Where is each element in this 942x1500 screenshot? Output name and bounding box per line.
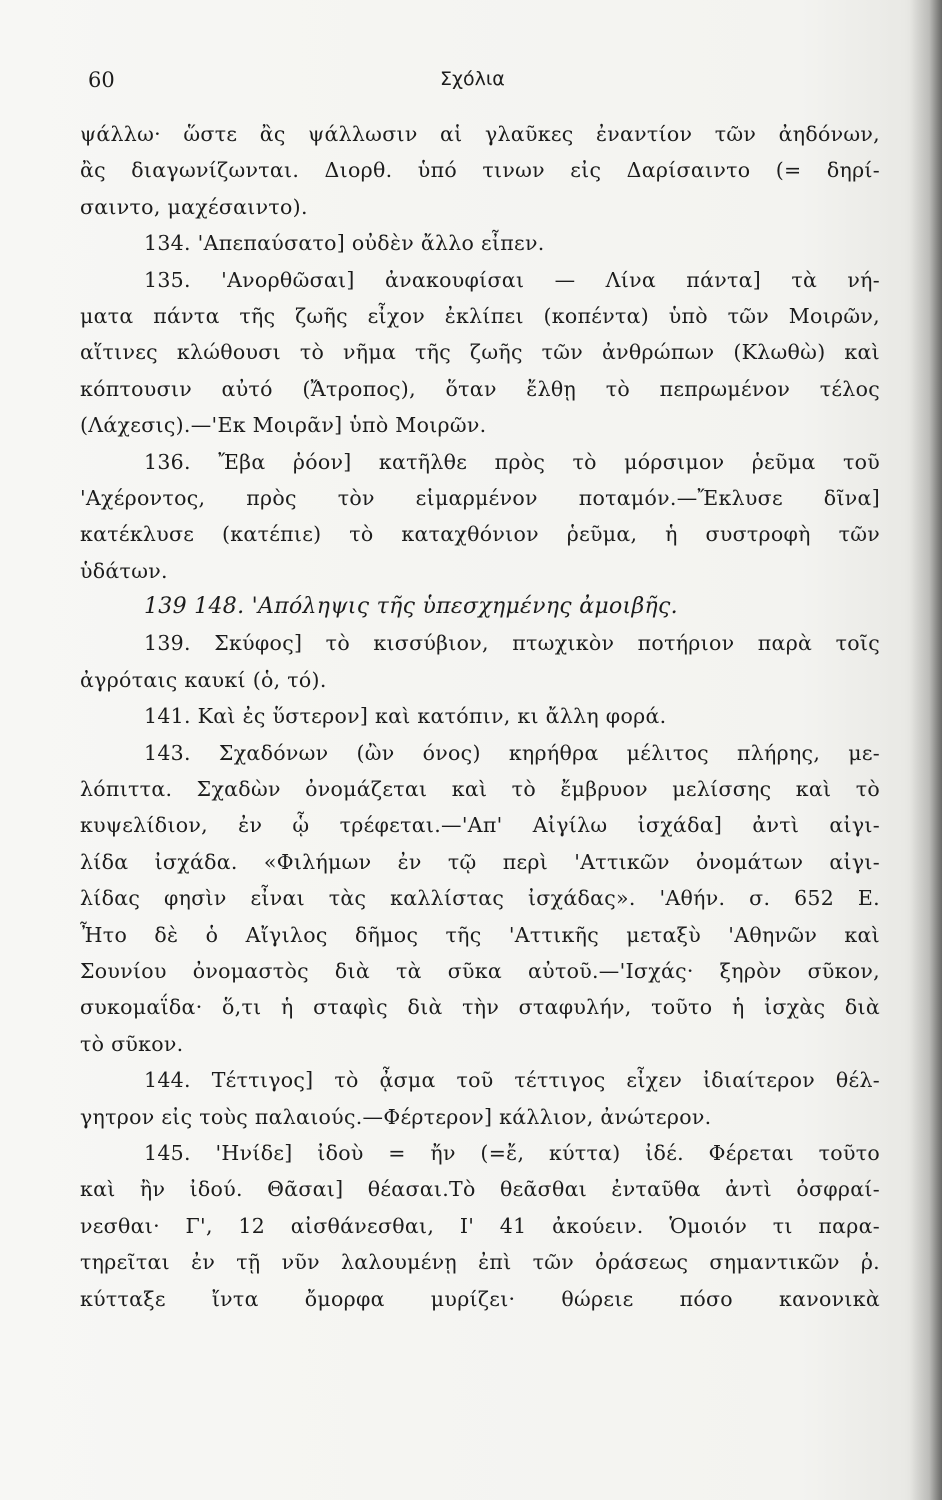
text-line: κατέκλυσε (κατέπιε) τὸ καταχθόνιον ῥεῦμα, ἡ συστροφὴ τῶν	[80, 522, 880, 547]
text-line: τὸ σῦκον.	[80, 1031, 184, 1056]
text-line: καὶ ἢν ἰδού. Θᾶσαι] θέασαι.Τὸ θεᾶσθαι ἐνταῦθα ἀντὶ ὀσφραί-	[80, 1177, 880, 1202]
text-line: 143. Σχαδόνων (ὢν όνος) κηρήθρα μέλιτος πλήρης, με-	[144, 740, 880, 765]
text-line: κυψελίδιον, ἐν ᾧ τρέφεται.—'Απ' Αἰγίλω ἰσχάδα] ἀντὶ αἰγι-	[80, 813, 880, 838]
text-line: 145. 'Ηνίδε] ἰδοὺ = ἤν (=ἔ, κύττα) ἰδέ. Φέρεται τοῦτο	[144, 1140, 880, 1165]
text-line: νεσθαι· Γ', 12 αἰσθάνεσθαι, Ι' 41 ἀκούειν. Ὁμοιόν τι παρα-	[80, 1213, 880, 1238]
text-line: ὑδάτων.	[80, 558, 168, 583]
section-heading: 139 148. 'Απόληψις τῆς ὑπεσχημένης ἀμοιβῆς.	[144, 594, 678, 620]
text-line: ψάλλω· ὥστε ἂς ψάλλωσιν αἱ γλαῦκες ἐναντίον τῶν ἀηδόνων,	[80, 122, 880, 146]
text-line: αἵτινες κλώθουσι τὸ νῆμα τῆς ζωῆς τῶν ἀνθρώπων (Κλωθὼ) καὶ	[80, 340, 880, 365]
text-line: 136. Ἔβα ῥόον] κατῆλθε πρὸς τὸ μόρσιμον ῥεῦμα τοῦ	[144, 449, 880, 474]
text-line: ἂς διαγωνίζωνται. Διορθ. ὑπό τινων εἰς Δαρίσαιντο (= δηρί-	[80, 158, 880, 183]
text-line: 'Αχέροντος, πρὸς τὸν εἱμαρμένον ποταμόν.—Ἔκλυσε δῖνα]	[80, 485, 880, 510]
text-line: συκομαΐδα· ὅ,τι ἡ σταφὶς διὰ τὴν σταφυλήν, τοῦτο ἡ ἰσχὰς διὰ	[80, 995, 880, 1020]
text-line: 144. Τέττιγος] τὸ ᾆσμα τοῦ τέττιγος εἶχεν ἰδιαίτερον θέλ-	[144, 1068, 880, 1093]
commentary-body	[80, 116, 880, 1317]
page-header	[0, 68, 942, 98]
text-line: 141. Καὶ ἐς ὕστερον] καὶ κατόπιν, κι ἄλλη φορά.	[144, 704, 667, 729]
text-line: λίδα ἰσχάδα. «Φιλήμων ἐν τῷ περὶ 'Αττικῶν ὀνομάτων αἰγι-	[80, 849, 880, 874]
text-line: 139. Σκύφος] τὸ κισσύβιον, πτωχικὸν ποτήριον παρὰ τοῖς	[144, 631, 880, 656]
text-line: Ἦτο δὲ ὁ Αἴγιλος δῆμος τῆς 'Αττικῆς μεταξὺ 'Αθηνῶν καὶ	[80, 922, 880, 947]
page-number: 60	[88, 68, 115, 92]
text-line: ματα πάντα τῆς ζωῆς εἶχον ἐκλίπει (κοπέντα) ὑπὸ τῶν Μοιρῶν,	[80, 303, 880, 328]
text-line: σαιντο, μαχέσαιντο).	[80, 194, 308, 219]
running-title: Σχόλια	[440, 68, 505, 90]
text-line: κύτταξε ἴντα ὄμορφα μυρίζει· θώρειε πόσο κανονικὰ	[80, 1286, 880, 1311]
text-line: λίδας φησὶν εἶναι τὰς καλλίστας ἰσχάδας». 'Αθήν. σ. 652 Ε.	[80, 886, 880, 911]
text-line: (Λάχεσις).—'Εκ Μοιρᾶν] ὑπὸ Μοιρῶν.	[80, 413, 487, 438]
text-line: γητρον εἰς τοὺς παλαιούς.—Φέρτερον] κάλλιον, ἀνώτερον.	[80, 1104, 712, 1129]
text-line: Σουνίου ὀνομαστὸς διὰ τὰ σῦκα αὐτοῦ.—'Ισχάς· ξηρὸν σῦκον,	[80, 958, 880, 983]
text-line: 134. 'Απεπαύσατο] οὐδὲν ἄλλο εἶπεν.	[144, 231, 545, 256]
text-line: λόπιττα. Σχαδὼν ὀνομάζεται καὶ τὸ ἔμβρυον μελίσσης καὶ τὸ	[80, 777, 880, 802]
text-line: κόπτουσιν αὐτό (Ἄτροπος), ὅταν ἔλθῃ τὸ πεπρωμένον τέλος	[80, 376, 880, 401]
text-line: τηρεῖται ἐν τῇ νῦν λαλουμένῃ ἐπὶ τῶν ὀράσεως σημαντικῶν ῥ.	[80, 1250, 880, 1275]
text-line: ἀγρόταις καυκί (ὁ, τό).	[80, 667, 327, 692]
text-line: 135. 'Ανορθῶσαι] ἀνακουφίσαι — Λίνα πάντα] τὰ νή-	[144, 267, 880, 292]
page-gutter-shadow	[910, 0, 942, 1500]
